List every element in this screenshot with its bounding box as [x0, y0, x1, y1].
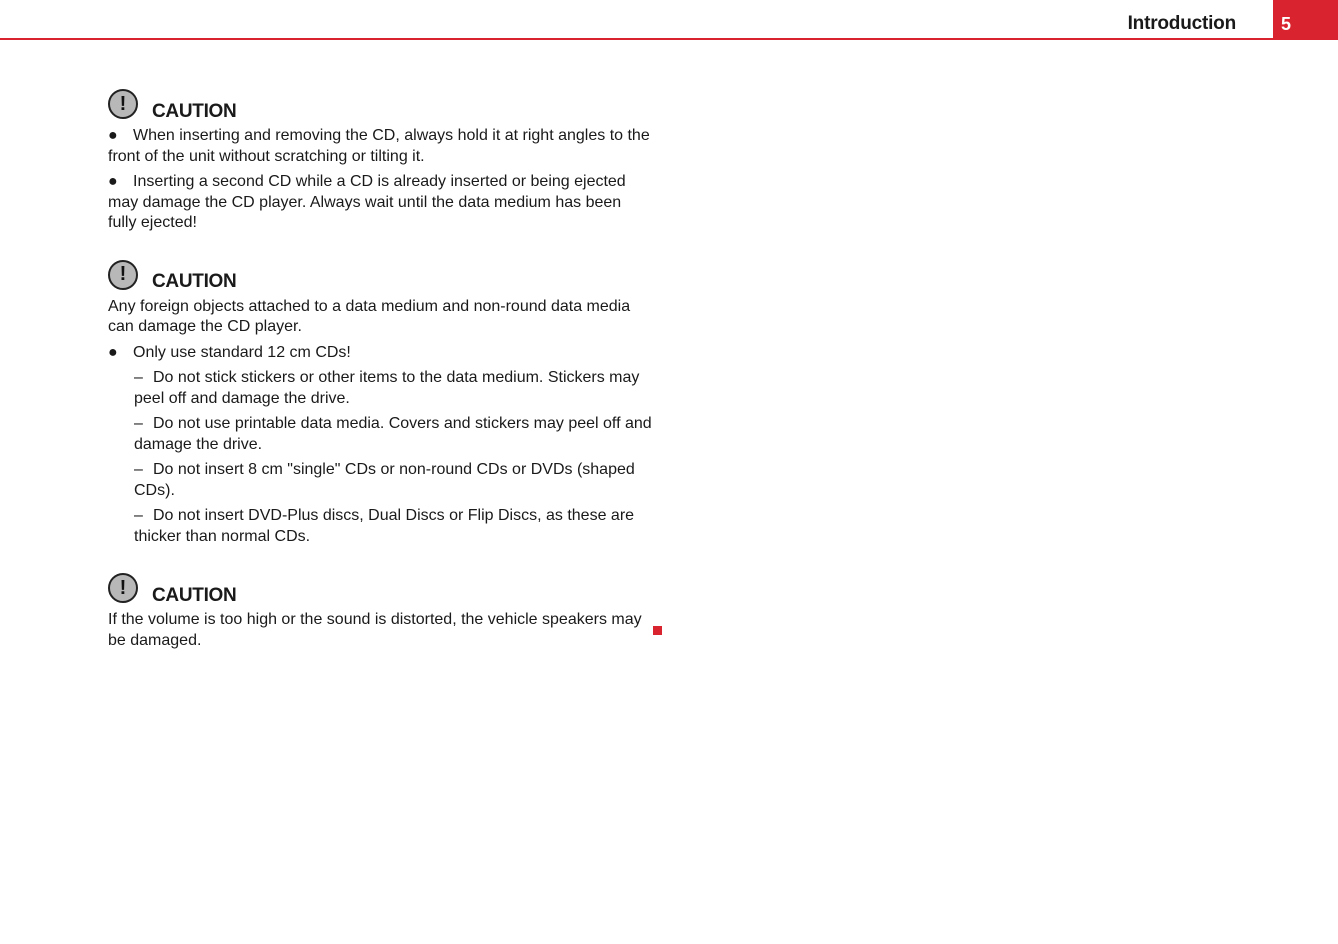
section-end-marker [653, 626, 662, 635]
caution-block-3 [108, 572, 653, 651]
bullet-icon: ● [108, 173, 118, 190]
caution-sub-item: – Do not insert 8 cm "single" CDs or non-round CDs or DVDs (shaped CDs). [134, 461, 635, 499]
caution-sub-item: – Do not insert DVD-Plus discs, Dual Discs or Flip Discs, as these are thicker than normal CDs. [134, 507, 635, 545]
bullet-icon: ● [108, 127, 118, 144]
dash-icon: – [134, 415, 143, 432]
caution-title: CAUTION [152, 271, 237, 292]
caution-block-2 [108, 259, 653, 548]
caution-intro: Any foreign objects attached to a data medium and non-round data media can damage the CD player. [108, 297, 631, 335]
caution-block-1 [108, 88, 653, 234]
page-number: 5 [1281, 14, 1292, 34]
exclamation-circle-icon: ! [108, 89, 138, 119]
caution-bullet: ● Inserting a second CD while a CD is already inserted or being ejected may damage the CD player. Always wait until the data medium has been fully ejected! [108, 173, 626, 231]
caution-sub-item: – Do not stick stickers or other items to the data medium. Stickers may peel off and damage the drive. [134, 369, 640, 407]
bullet-icon: ● [108, 343, 118, 361]
caution-heading [108, 88, 653, 122]
page-number-box [1273, 0, 1338, 40]
caution-title: CAUTION [152, 584, 237, 606]
caution-heading [108, 572, 653, 606]
exclamation-circle-icon: ! [108, 260, 138, 290]
caution-text: If the volume is too high or the sound is distorted, the vehicle speakers may be damaged. [108, 611, 642, 649]
exclamation-circle-icon: ! [108, 573, 138, 603]
dash-icon: – [134, 369, 143, 386]
section-title: Introduction [1127, 13, 1236, 34]
page-content [108, 88, 653, 656]
caution-heading [108, 259, 653, 293]
caution-sub-item: – Do not use printable data media. Covers and stickers may peel off and damage the drive. [134, 415, 652, 453]
caution-bullet: ● When inserting and removing the CD, always hold it at right angles to the front of the unit without scratching or tilting it. [108, 127, 650, 165]
header-rule [0, 38, 1338, 40]
caution-bullet: ● Only use standard 12 cm CDs! [108, 343, 653, 364]
dash-icon: – [134, 507, 143, 524]
dash-icon: – [134, 461, 143, 478]
caution-title: CAUTION [152, 100, 237, 122]
